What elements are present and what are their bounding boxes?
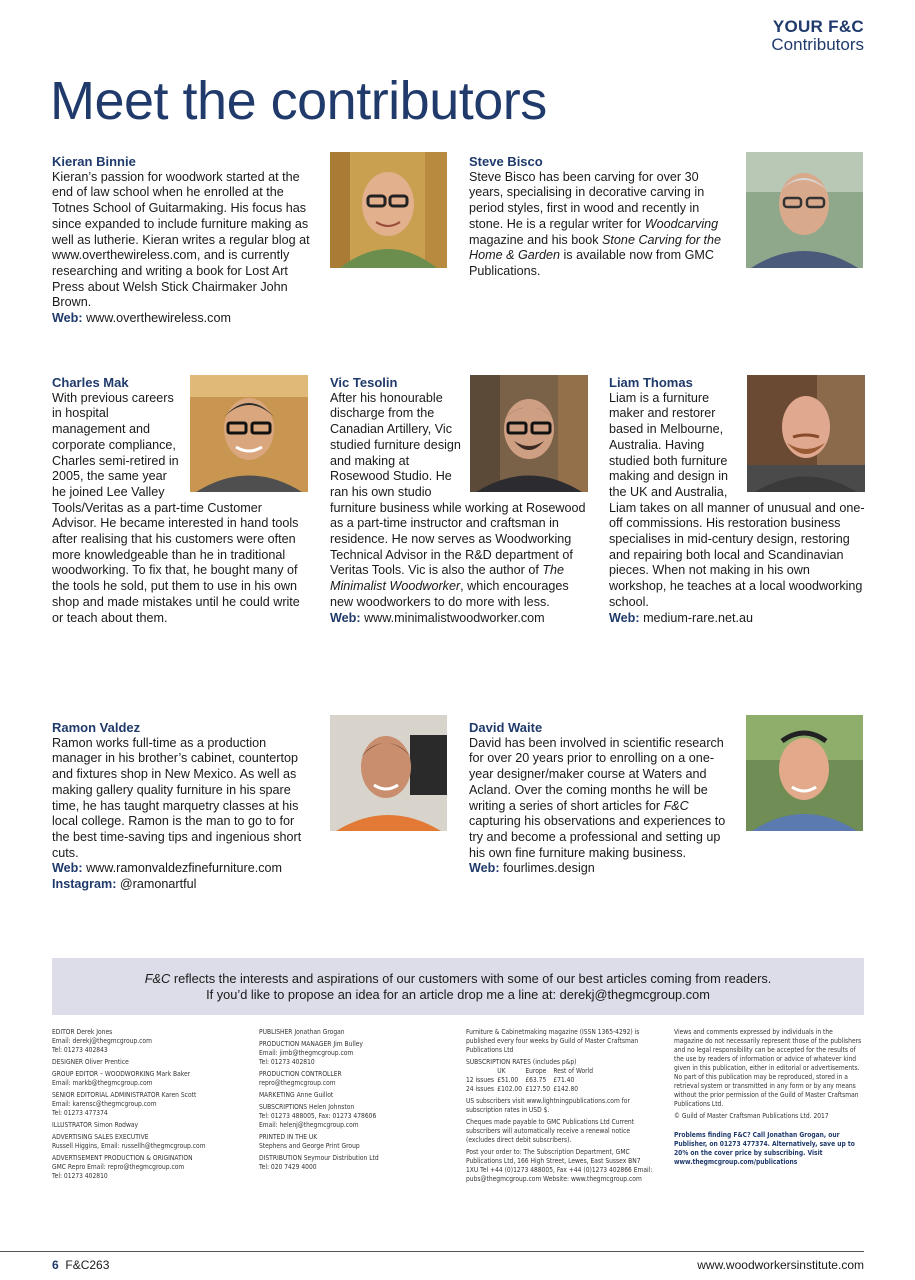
- banner-line-1: F&C reflects the interests and aspirations of our customers with some of our best articles coming from readers.: [144, 971, 772, 986]
- instagram-label: Instagram:: [52, 877, 117, 892]
- contributor-web-link[interactable]: medium-rare.net.au: [643, 610, 753, 625]
- contributor-bio: With previous careers in hospital management and corporate compliance, Charles semi-retired in 2005, the same year he joined Lee Valley Tools/Veritas as a part-time Customer Advisor. He became interested in hand tools after realising that his customers were often more knowledgeable than he in traditional woodworking. To fix that, he bought many of the tools he sold, put them to use in his own shop and made mistakes until he could write or teach about them.: [52, 390, 300, 625]
- contributor-steve-bisco: [469, 154, 734, 280]
- portrait-photo: [747, 375, 865, 492]
- web-label: Web:: [52, 861, 83, 876]
- contributor-web-link[interactable]: fourlimes.design: [503, 861, 595, 876]
- portrait-liam-thomas: [747, 375, 865, 492]
- portrait-photo: [746, 152, 863, 268]
- reader-submission-banner: [52, 958, 864, 1015]
- contributor-name: Vic Tesolin: [330, 375, 398, 390]
- contributor-name: David Waite: [469, 720, 543, 735]
- web-label: Web:: [52, 311, 83, 326]
- contributor-web-link[interactable]: www.minimalistwoodworker.com: [364, 610, 545, 625]
- portrait-photo: [330, 152, 447, 268]
- contributor-name: Liam Thomas: [609, 375, 693, 390]
- contributor-liam-thomas: [609, 375, 865, 626]
- footer-divider: [0, 1251, 864, 1252]
- footer-website[interactable]: www.woodworkersinstitute.com: [697, 1258, 864, 1272]
- contributor-instagram-link[interactable]: @ramonartful: [119, 877, 197, 892]
- contributor-charles-mak: [52, 375, 308, 626]
- contributor-vic-tesolin: [330, 375, 588, 626]
- contributor-kieran-binnie: [52, 154, 314, 327]
- portrait-photo: [470, 375, 588, 492]
- page-title: Meet the contributors: [50, 71, 547, 131]
- contributor-name: Steve Bisco: [469, 154, 543, 169]
- contributor-bio: Steve Bisco has been carving for over 30 years, specialising in decorative carving in period styles, first in wood and recently in stone. He is a regular writer for Woodcarving magazine and his book Stone Carving for the Home & Garden is available now from GMC Publications.: [469, 169, 722, 278]
- web-label: Web:: [609, 610, 640, 625]
- portrait-photo: [330, 715, 447, 831]
- contributor-web-link[interactable]: www.ramonvaldezfinefurniture.com: [86, 861, 283, 876]
- section-header: [771, 17, 864, 54]
- page-number: 6: [52, 1258, 59, 1272]
- imprint-col-production: PUBLISHER Jonathan Grogan PRODUCTION MANAGER Jim Bulley Email: jimb@thegmcgroup.com Tel: 01273 402810 PRODUCTION CONTROLLER repro@thegmcgroup.com MARKETING Anne Guillot SUBSCRIPTIONS Helen Johnston Tel: 01273 488005, Fax: 01273 478606 Email: helenj@thegmcgroup.com PRINTED IN THE UK Stephens and George Print Group DISTRIBUTION Seymour Distribution Ltd Tel: 020 7429 4000: [259, 1027, 379, 1171]
- contributor-bio: Ramon works full-time as a production manager in his brother’s cabinet, countertop and fixtures shop in New Mexico. As well as making gallery quality furniture in his spare time, he has taught marquetry classes at his local college. Ramon is the man to go to for the best time-saving tips and ingenious short cuts.: [52, 735, 302, 860]
- contributor-bio: After his honourable discharge from the Canadian Artillery, Vic studied furniture design and making at Rosewood Studio. He ran his own studio furniture business while working at Rosewood as a part-time instructor and craftsman in residence. He now serves as Woodworking Technical Advisor in the R&D department of Veritas Tools. Vic is also the author of The Minimalist Woodworker, which encourages new woodworkers to do more with less.: [330, 390, 586, 609]
- imprint-col-subscriptions: Furniture & Cabinetmaking magazine (ISSN 1365-4292) is published every four weeks by Guild of Master Craftsman Publications Ltd SUBSCRIPTION RATES (includes p&p) UK Europe Rest of World 12 issues £51.00 £63.75 £71.40 24 issues £102.00 £127.50 £142.80 US subscribers visit www.lightningpublications.com for subscription rates in USD $. Cheques made payable to GMC Publications Ltd Current subscribers will automatically receive a renewal notice (excludes direct debit subscribers). Post your order to: The Subscription Department, GMC Publications Ltd, 166 High Street, Lewes, East Sussex BN7 1XU Tel +44 (0)1273 488005, Fax +44 (0)1273 402866 Email: pubs@thegmcgroup.com Website: www.thegmcgroup.com: [466, 1027, 653, 1183]
- subsection-label: Contributors: [771, 35, 864, 54]
- contributor-web-link[interactable]: www.overthewireless.com: [86, 311, 231, 326]
- contributor-ramon-valdez: [52, 720, 314, 893]
- contributor-name: Kieran Binnie: [52, 154, 136, 169]
- subscription-rates-table: UK Europe Rest of World 12 issues £51.00 £63.75 £71.40 24 issues £102.00 £127.50 £142.80: [466, 1066, 594, 1093]
- contributor-bio: Kieran’s passion for woodwork started at the end of law school when he enrolled at the Totnes School of Guitarmaking. His focus has since expanded to include furniture making as well as lutherie. Kieran writes a regular blog at www.overthewireless.com, and is currently researching and writing a book for Lost Art Press about Welsh Stick Chairmaker John Brown.: [52, 169, 310, 310]
- portrait-charles-mak: [190, 375, 308, 492]
- portrait-kieran-binnie: [330, 152, 447, 268]
- portrait-steve-bisco: [746, 152, 863, 268]
- contributor-name: Ramon Valdez: [52, 720, 141, 735]
- imprint-col-legal: Views and comments expressed by individuals in the magazine do not necessarily represent those of the publishers and no legal responsibility can be accepted for the results of the use by readers of information or advice of whatever kind given in this publication, either in editorial or advertisements. No part of this publication may be reproduced, stored in a retrieval system or transmitted in any form or by any means without the prior permission of the Guild of Master Craftsman Publications Ltd. © Guild of Master Craftsman Publications Ltd. 2017 Problems finding F&C? Call Jonathan Grogan, our Publisher, on 01273 477374. Alternatively, save up to 20% on the cover price by subscribing. Visit www.thegmcgroup.com/publications: [674, 1027, 862, 1166]
- portrait-ramon-valdez: [330, 715, 447, 831]
- section-label: YOUR F&C: [772, 17, 864, 36]
- web-label: Web:: [330, 610, 361, 625]
- portrait-vic-tesolin: [470, 375, 588, 492]
- contributor-bio: Liam is a furniture maker and restorer based in Melbourne, Australia. Having studied both furniture making and design in the UK and Australia, Liam takes on all manner of unusual and one-off commissions. His restoration business specialises in mid-century design, restoring and repairing both local and Scandinavian pieces. When not making in his own workshop, he teaches at a local woodworking school.: [609, 390, 865, 609]
- contributor-name: Charles Mak: [52, 375, 129, 390]
- contributor-bio: David has been involved in scientific research for over 20 years prior to enrolling on a one-year designer/maker course at Waters and Acland. Over the coming months he will be writing a series of short articles for F&C capturing his observations and experiences to try and become a professional and setting up his own fine furniture making business.: [469, 735, 726, 860]
- subscription-promo: Problems finding F&C? Call Jonathan Grogan, our Publisher, on 01273 477374. Alternatively, save up to 20% on the cover price by subscribing. Visit www.thegmcgroup.com/publications: [674, 1130, 855, 1166]
- contributor-david-waite: [469, 720, 734, 877]
- portrait-david-waite: [746, 715, 863, 831]
- footer-page-info: [52, 1258, 109, 1272]
- imprint-col-staff: EDITOR Derek Jones Email: derekj@thegmcgroup.com Tel: 01273 402843 DESIGNER Oliver Prentice GROUP EDITOR – WOODWORKING Mark Baker Email: markb@thegmcgroup.com SENIOR EDITORIAL ADMINISTRATOR Karen Scott Email: karensc@thegmcgroup.com Tel: 01273 477374 ILLUSTRATOR Simon Rodway ADVERTISING SALES EXECUTIVE Russell Higgins, Email: russellh@thegmcgroup.com ADVERTISEMENT PRODUCTION & ORIGINATION GMC Repro Email: repro@thegmcgroup.com Tel: 01273 402810: [52, 1027, 206, 1180]
- web-label: Web:: [469, 861, 500, 876]
- portrait-photo: [190, 375, 308, 492]
- portrait-photo: [746, 715, 863, 831]
- issue-number: F&C263: [65, 1258, 110, 1272]
- banner-line-2: If you’d like to propose an idea for an article drop me a line at: derekj@thegmcgroup.com: [206, 987, 710, 1002]
